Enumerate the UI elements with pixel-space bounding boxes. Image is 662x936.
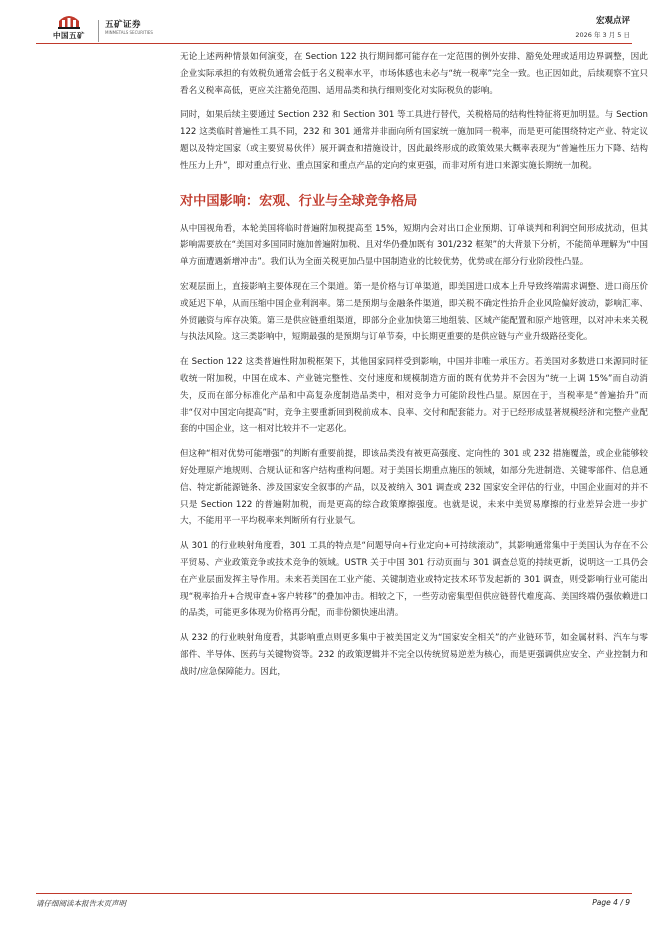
minmetals-emblem-icon — [57, 12, 81, 29]
company-logo-text: 中国五矿 — [53, 31, 85, 40]
page-header — [0, 0, 662, 46]
china-minmetals-logo — [44, 12, 94, 41]
page-number: Page 4 / 9 — [592, 898, 630, 907]
body-paragraph-8: 从 232 的行业映射角度看，其影响重点则更多集中于被美国定义为“国家安全相关”的产业链环节，如金属材料、汽车与零部件、半导体、医药与关键物资等。232 的政策逻辑并不完全以传统贸易逆差为核心，而是更强调供应安全、产业控制力和战时/应急保障能力。因此， — [180, 633, 648, 677]
report-body — [180, 49, 648, 689]
footer-divider — [36, 893, 632, 894]
body-paragraph-3: 从中国视角看，本轮美国将临时普遍附加税提高至 15%，短期内会对出口企业预期、订单谈判和利润空间形成扰动，但其影响需要放在“美国对多国同时施加普遍附加税、且对华仍叠加既有 301/232 框架”的大背景下分析，不能简单理解为“中国单方面遭遇新增冲击”。我们认为全面关税更加凸显中国制造业的比较优势，优势或在部分行业阶段性凸显。 — [180, 223, 648, 268]
header-divider — [36, 43, 632, 44]
footer-disclaimer: 请仔细阅读本报告末页声明 — [36, 899, 126, 908]
section-title: 对中国影响：宏观、行业与全球竞争格局 — [180, 193, 418, 209]
securities-logo-en: MINMETALS SECURITIES — [105, 30, 153, 35]
body-paragraph-6: 但这种“相对优势可能增强”的判断有重要前提，即该品类没有被更高强度、定向性的 301 或 232 措施覆盖，或企业能够较好处理原产地规则、合规认证和客户结构重构问题。对于美国长期重点施压的领域，如部分先进制造、关键零部件、信息通信、特定新能源链条、涉及国家安全叙事的产品，以及被纳入 301 调查或 232 国家安全评估的行业，中国企业面对的并不只是 Section 122 的普遍附加税，而是更高的综合政策摩擦强度。也就是说，未来中美贸易摩擦的行业差异会进一步扩大，不能用平一平均税率来判断所有行业景气。 — [180, 449, 648, 527]
body-paragraph-7: 从 301 的行业映射角度看，301 工具的特点是“问题导向+行业定向+可持续滚动”，其影响通常集中于美国认为存在不公平贸易、产业政策竞争或技术竞争的领域。USTR 关于中国 301 行动页面与 301 调查总览的持续更新，说明这一工具仍会在产业层面发挥主导作用。未来若美国在工业产能、关键制造业或特定技术环节发起新的 301 调查，则受影响行业可能出现“税率抬升+合规审查+客户转移”的叠加冲击。相较之下，一些劳动密集型但供应链替代难度高、美国终端仍强依赖进口的品类，可能更多体现为价格再分配，而非份额快速出清。 — [180, 541, 648, 619]
report-type: 宏观点评 — [595, 16, 630, 26]
minmetals-securities-logo — [98, 20, 153, 42]
body-paragraph-5: 在 Section 122 这类普遍性附加税框架下，其他国家同样受到影响，中国并非唯一承压方。若美国对多数进口来源同时征收统一附加税，中国在成本、产业链完整性、交付速度和规模制造方面的既有优势并不会因为“统一上调 15%”而自动消失，反而在部分标准化产品和中高复杂度制造品类中，相对竞争力可能阶段性凸显。原因在于，当税率是“普遍抬升”而非“仅对中国定向提高”时，竞争主要重新回到税前成本、良率、交付和配套能力。对于已经形成显著规模经济和完整产业配套的中国企业，这一相对比较并不一定恶化。 — [180, 357, 648, 435]
securities-logo-cn: 五矿证券 — [105, 20, 142, 30]
report-date: 2026 年 3 月 5 日 — [575, 31, 630, 39]
body-paragraph-1: 无论上述两种情景如何演变，在 Section 122 执行期间都可能存在一定范围的例外安排、豁免处理或适用边界调整，因此企业实际承担的有效税负通常会低于名义税率水平，市场体感也未必与“统一税率”完全一致。也正因如此，后续观察不宜只看名义税率高低，更应关注豁免范围、适用品类和执行细则变化对实际税负的影响。 — [180, 52, 648, 96]
body-paragraph-4: 宏观层面上，直接影响主要体现在三个渠道。第一是价格与订单渠道，即美国进口成本上升导致终端需求调整、进口商压价或延迟下单，从而压缩中国企业利润率。第二是预期与金融条件渠道，即关税不确定性抬升企业风险偏好波动，影响汇率、外贸融资与库存决策。第三是供应链重组渠道，即部分企业加快第三地组装、区域产能配置和原产地管理，以对冲未来关税与执法风险。这三类影响中，短期最强的是预期与订单节奏，中长期更重要的是供应链与产业升级路径变化。 — [180, 281, 648, 343]
body-paragraph-2: 同时，如果后续主要通过 Section 232 和 Section 301 等工具进行替代，关税格局的结构性特征将更加明显。与 Section 122 这类临时普遍性工具不同，232 和 301 通常并非面向所有国家统一施加同一税率，而是更可能围绕特定产业、特定议题以及特定国家（或主要贸易伙伴）展开调查和措施设计，因此最终形成的政策效果大概率表现为“普遍性压力下降、结构性压力上升”，即对重点行业、重点国家和重点产品的定向约束更强，而非对所有进口来源实施长期统一加税。 — [180, 110, 648, 171]
